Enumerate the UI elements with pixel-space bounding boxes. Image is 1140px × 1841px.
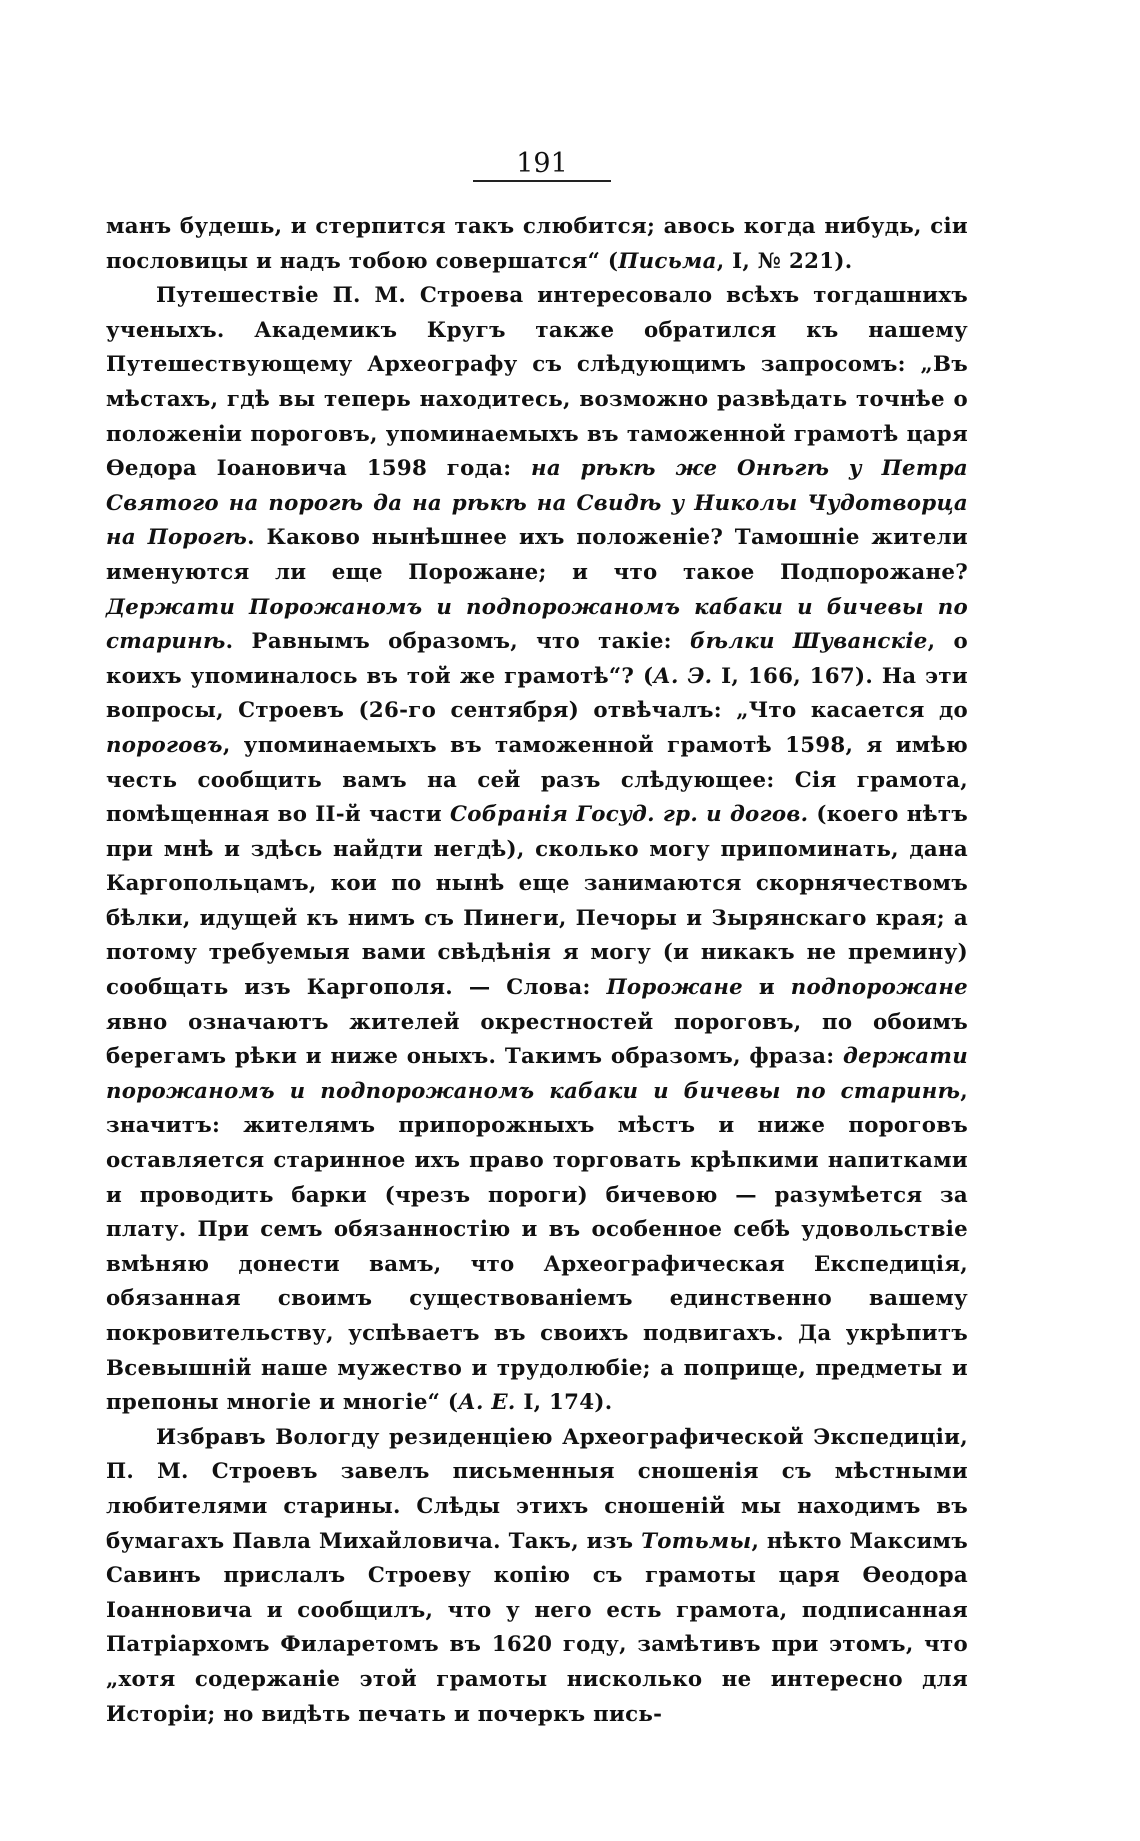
paragraph-text: , I, № 221). <box>716 248 853 274</box>
italic-text: пороговъ <box>106 732 223 758</box>
paragraph-text: , о коихъ упоминалось въ той же грамотѣ“? ( <box>106 629 969 689</box>
paragraph-text: Избравъ Вологду резиденціею Археографической Экспедиціи, П. М. Строевъ завелъ письменныя сношенія съ мѣстными любителями старины. Слѣды этихъ сношеній мы находимъ въ бумагахъ Павла Михайловича. Такъ, изъ <box>106 1424 968 1554</box>
page-number: 191 <box>516 148 568 179</box>
paragraph <box>106 210 968 279</box>
italic-text: Порожане <box>606 975 743 1001</box>
paragraph-text: (коего нѣтъ при мнѣ и здѣсь найдти негдѣ), сколько могу припоминать, дана Каргопольцамъ, кои по нынѣ еще занимаются скорнячествомъ бѣлки, идущей къ нимъ съ Пинеги, Печоры и Зырянскаго края; а потому требуемыя вами свѣдѣнія я могу (и никакъ не премину) сообщать изъ Каргополя. — Слова: <box>106 802 968 1001</box>
paragraph-text: . Каково нынѣшнее ихъ положеніе? Тамошніе жители именуются ли еще Порожане; и что такое Подпорожане? <box>106 525 968 585</box>
paragraph-text: . Равнымъ образомъ, что такіе: <box>225 629 690 655</box>
italic-text: Письма <box>618 248 717 274</box>
italic-text: А. Е. <box>458 1390 516 1416</box>
paragraph-text: манъ будешь, и стерпится такъ слюбится; авось когда нибудь, сіи пословицы и надъ тобою совершатся“ ( <box>106 214 968 274</box>
paragraph-text: , упоминаемыхъ въ таможенной грамотѣ 1598, я имѣю честь сообщить вамъ на сей разъ слѣдующее: Сія грамота, помѣщенная во II-й части <box>106 732 968 828</box>
paragraph <box>106 1421 968 1732</box>
italic-text: бѣлки Шуванскіе <box>690 629 928 655</box>
page-number-rule <box>473 180 611 182</box>
italic-text: Держати Порожаномъ и подпорожаномъ кабаки и бичевы по старинѣ <box>106 594 968 655</box>
italic-text: А. Э. <box>653 663 713 689</box>
paragraph-text: Путешествіе П. М. Строева интересовало всѣхъ тогдашнихъ ученыхъ. Академикъ Кругъ также обратился къ нашему Путешествующему Археографу съ слѣдующимъ запросомъ: „Въ мѣстахъ, гдѣ вы теперь находитесь, возможно развѣдать точнѣе о положеніи пороговъ, упоминаемыхъ въ таможенной грамотѣ царя Ѳедора Іоановича 1598 года: <box>106 283 968 482</box>
paragraph-text: явно означаютъ жителей окрестностей пороговъ, по обоимъ берегамъ рѣки и ниже оныхъ. Такимъ образомъ, фраза: <box>106 1009 968 1070</box>
paragraph <box>106 279 968 1421</box>
italic-text: подпорожане <box>790 975 968 1001</box>
paragraph-text: , нѣкто Максимъ Савинъ прислалъ Строеву копію съ грамоты царя Ѳеодора Іоанновича и сообщилъ, что у него есть грамота, подписанная Патріархомъ Филаретомъ въ 1620 году, замѣтивъ при этомъ, что „хотя содержаніе этой грамоты нисколько не интересно для Исторіи; но видѣть печать и почеркъ пись- <box>106 1528 968 1727</box>
paragraph-text: , значитъ: жителямъ припорожныхъ мѣстъ и ниже пороговъ оставляется старинное ихъ право торговать крѣпкими напитками и проводить барки (чрезъ пороги) бичевою — разумѣется за плату. При семъ обязанностію и въ особенное себѣ удовольствіе вмѣняю донести вамъ, что Археографическая Експедиція, обязанная своимъ существованіемъ единственно вашему покровительству, успѣваетъ въ своихъ подвигахъ. Да укрѣпитъ Всевышній наше мужество и трудолюбіе; а поприще, предметы и препоны многіе и многіе“ ( <box>106 1078 968 1416</box>
paragraph-text: I, 174). <box>515 1390 613 1416</box>
italic-text: Тотьмы <box>641 1528 752 1554</box>
page-body-text <box>106 210 968 1732</box>
italic-text: на рѣкѣ же Онѣгѣ у Петра Святого на порогѣ да на рѣкѣ на Свидѣ у Николы Чудотворца на Порогѣ <box>106 456 969 551</box>
paragraph-text: I, 166, 167). На эти вопросы, Строевъ (26-го сентября) отвѣчалъ: „Что касается до <box>106 663 968 724</box>
italic-text: держати порожаномъ и подпорожаномъ кабаки и бичевы по старинѣ <box>106 1044 968 1104</box>
paragraph-text: и <box>743 975 791 1001</box>
italic-text: Собранія Госуд. гр. и догов. <box>449 802 809 828</box>
